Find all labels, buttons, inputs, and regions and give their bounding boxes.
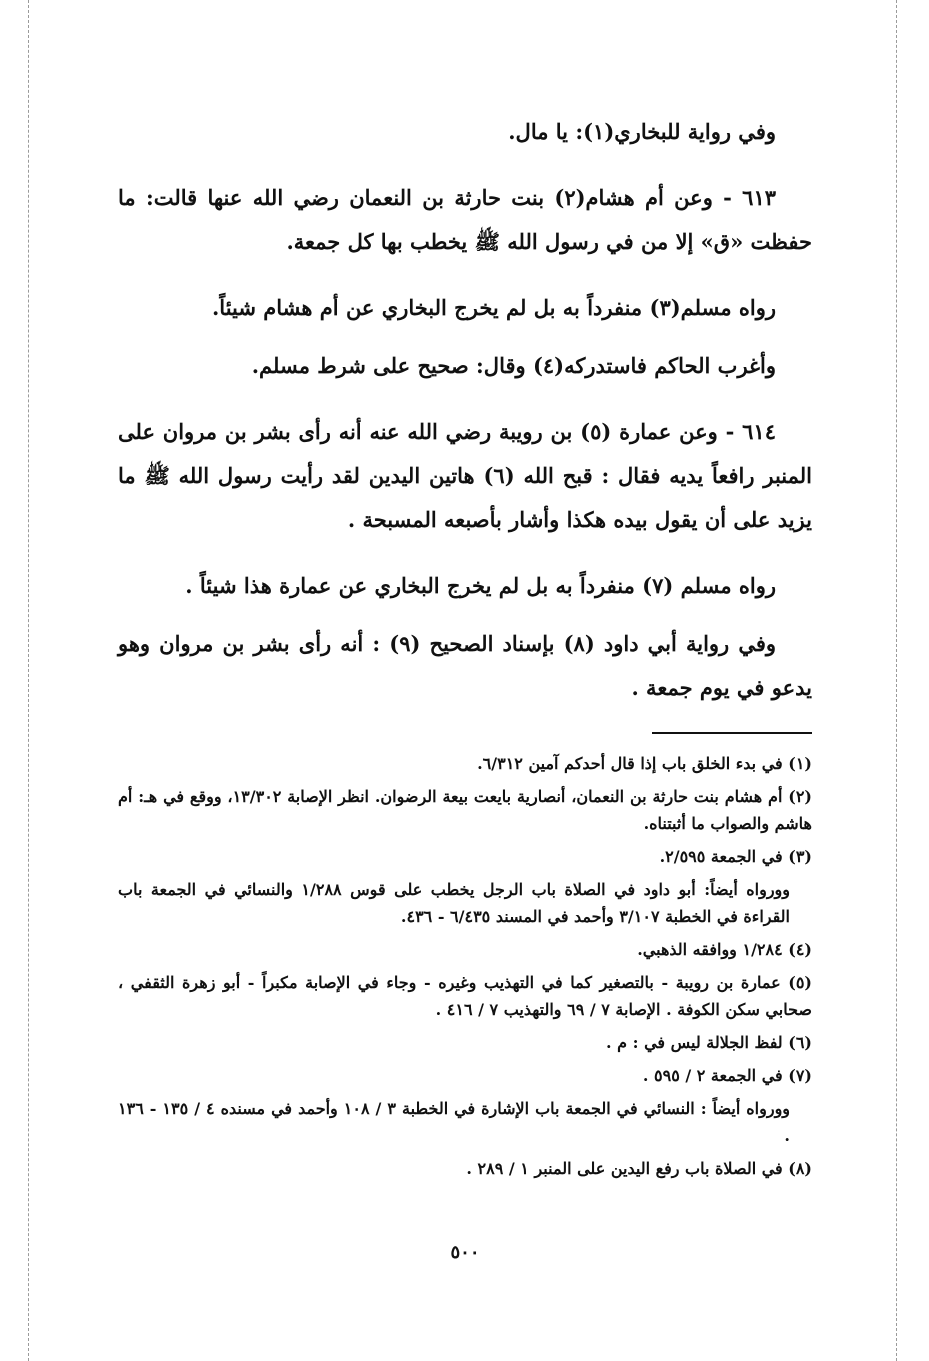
main-text <box>118 110 812 710</box>
paragraph-muslim-narration: رواه مسلم(٣) منفرداً به بل لم يخرج البخاري عن أم هشام شيئاً. <box>211 295 776 320</box>
hadith-614: ٦١٤ - وعن عمارة (٥) بن رويبة رضي الله عنه أنه رأى بشر بن مروان على المنبر رافعاً يديه فقال : قبح الله (٦) هاتين اليدين لقد رأيت رسول الله ﷺ ما يزيد على أن يقول بيده هكذا وأشار بأصبعه المسبحة . <box>118 419 812 532</box>
paragraph-hakim: وأغرب الحاكم فاستدركه(٤) وقال: صحيح على شرط مسلم. <box>251 353 776 378</box>
scan-edge-left <box>28 0 29 1361</box>
paragraph-abu-dawud: وفي رواية أبي داود (٨) بإسناد الصحيح (٩) : أنه رأى بشر بن مروان وهو يدعو في يوم جمعة . <box>118 631 812 700</box>
paragraph-bukhari-narration: وفي رواية للبخاري(١): يا مال. <box>508 119 776 144</box>
footnote-6: (٦) لفظ الجلالة ليس في : م . <box>605 1033 812 1052</box>
scan-edge-right <box>896 0 897 1361</box>
page-number: ٥٠٠ <box>450 1242 480 1263</box>
footnote-1: (١) في بدء الخلق باب إذا قال أحدكم آمين ٦/٣١٢. <box>477 754 812 773</box>
footnote-5: (٥) عمارة بن رويبة - بالتصغير كما في التهذيب وغيره - وجاء في الإصابة مكبراً - أبو زهرة الثقفي ، صحابي سكن الكوفة . الإصابة ٧ / ٦٩ والتهذيب ٧ / ٤١٦ . <box>118 973 812 1019</box>
book-page <box>118 110 812 1263</box>
footnotes <box>118 750 812 1182</box>
footnote-7: (٧) في الجمعة ٢ / ٥٩٥ . <box>642 1066 812 1085</box>
footnote-3: (٣) في الجمعة ٢/٥٩٥. <box>659 847 812 866</box>
footnote-2: (٢) أم هشام بنت حارثة بن النعمان، أنصارية بايعت بيعة الرضوان. انظر الإصابة ١٣/٣٠٢، ووقع في هـ: أم هاشم والصواب ما أثبتناه. <box>118 787 812 833</box>
hadith-613: ٦١٣ - وعن أم هشام(٢) بنت حارثة بن النعمان رضي الله عنها قالت: ما حفظت «ق» إلا من في رسول الله ﷺ يخطب بها كل جمعة. <box>118 185 812 254</box>
footnote-8: (٨) في الصلاة باب رفع اليدين على المنبر ١ / ٢٨٩ . <box>466 1159 812 1178</box>
footnote-7-continued: وورواه أيضاً : النسائي في الجمعة باب الإشارة في الخطبة ٣ / ١٠٨ وأحمد في مسنده ٤ / ١٣٥ - ١٣٦ . <box>118 1099 791 1145</box>
footnote-3-continued: وورواه أيضاً: أبو داود في الصلاة باب الرجل يخطب على قوس ١/٢٨٨ والنسائي في الجمعة باب القراءة في الخطبة ٣/١٠٧ وأحمد في المسند ٦/٤٣٥ - ٤٣٦. <box>118 880 790 926</box>
footnote-divider <box>652 732 812 734</box>
footnote-4: (٤) ١/٢٨٤ ووافقه الذهبي. <box>637 940 812 959</box>
paragraph-muslim-narration-2: رواه مسلم (٧) منفرداً به بل لم يخرج البخاري عن عمارة هذا شيئاً . <box>185 573 776 598</box>
